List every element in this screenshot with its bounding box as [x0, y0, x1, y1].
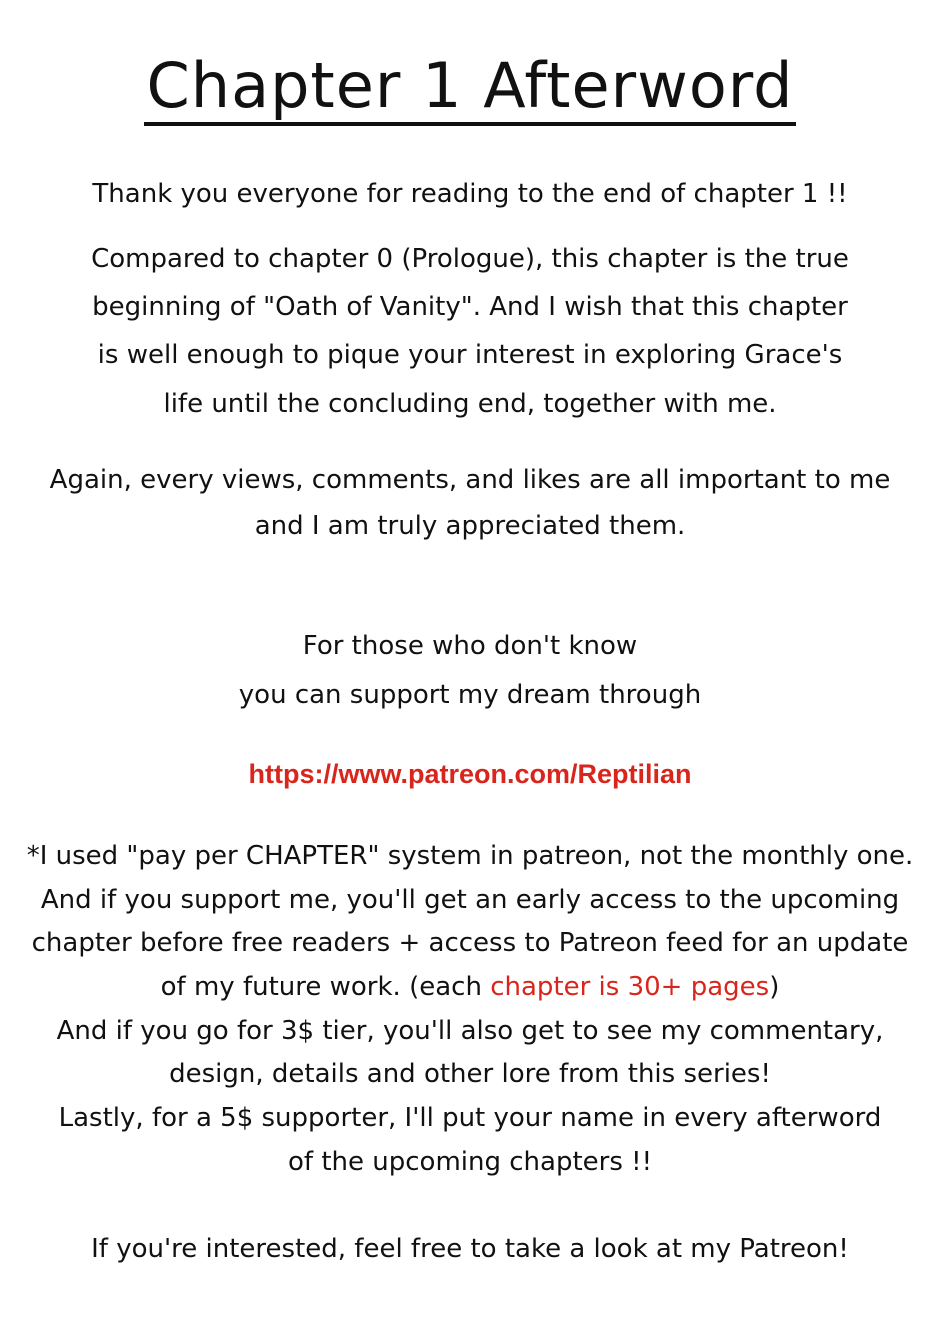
intro-text: Thank you everyone for reading to the end of chapter 1 !! — [92, 179, 848, 209]
page-title-text: Chapter 1 Afterword — [144, 49, 795, 126]
support-line-1: For those who don't know — [302, 631, 638, 661]
para1-line-1: Compared to chapter 0 (Prologue), this chapter is the true — [91, 244, 849, 274]
para1-line-2: beginning of "Oath of Vanity". And I wish that this chapter — [92, 292, 848, 322]
details-line-3: chapter before free readers + access to Patreon feed for an update — [31, 928, 909, 958]
details-line-5: And if you go for 3$ tier, you'll also get to see my commentary, — [56, 1016, 884, 1046]
para2-line-2: and I am truly appreciated them. — [254, 511, 686, 541]
details-line-4-prefix: of my future work. (each — [160, 972, 491, 1002]
pages-highlight: chapter is 30+ pages — [490, 972, 770, 1002]
details-line-7: Lastly, for a 5$ supporter, I'll put your name in every afterword — [58, 1103, 882, 1133]
patreon-link[interactable]: https://www.patreon.com/Reptilian — [248, 759, 692, 789]
page-title — [0, 48, 940, 124]
details-line-8: of the upcoming chapters !! — [288, 1147, 652, 1177]
details-line-2: And if you support me, you'll get an early access to the upcoming — [40, 885, 900, 915]
closing-text: If you're interested, feel free to take a look at my Patreon! — [91, 1234, 849, 1264]
para2-line-1: Again, every views, comments, and likes are all important to me — [49, 465, 891, 495]
details-line-6: design, details and other lore from this series! — [169, 1059, 771, 1089]
details-line-4-suffix: ) — [769, 972, 780, 1002]
details-line-4 — [0, 970, 940, 1004]
support-line-2: you can support my dream through — [238, 680, 702, 710]
para1-line-3: is well enough to pique your interest in exploring Grace's — [97, 340, 843, 370]
para1-line-4: life until the concluding end, together with me. — [163, 389, 777, 419]
details-line-1: *I used "pay per CHAPTER" system in patreon, not the monthly one. — [26, 841, 914, 871]
